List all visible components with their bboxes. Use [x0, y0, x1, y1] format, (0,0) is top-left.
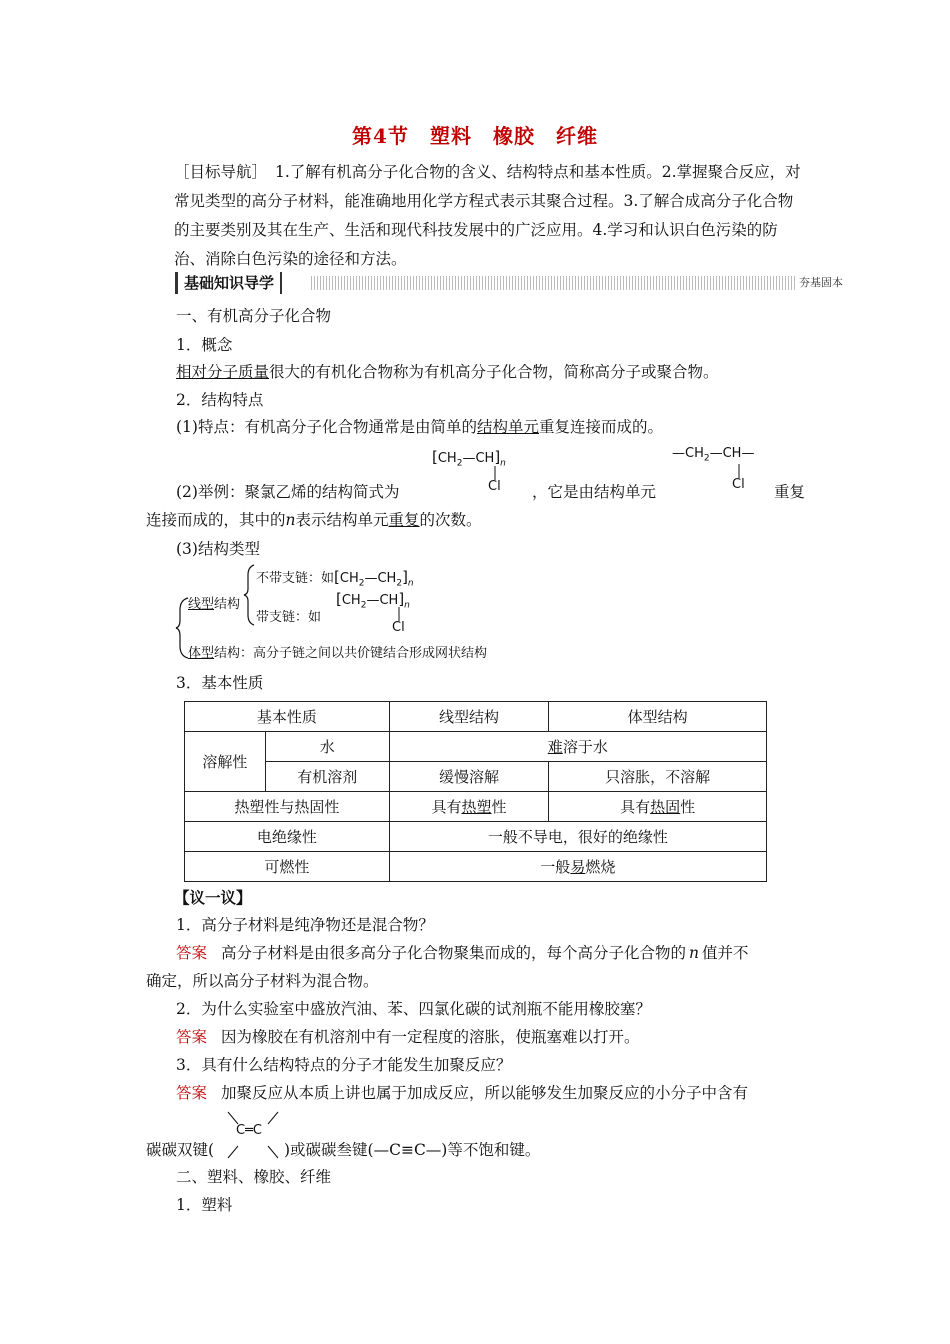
- answer-1-line2: 确定，所以高分子材料为混合物。: [146, 972, 379, 990]
- example-line2: [146, 508, 482, 530]
- goals-paragraph: [174, 158, 808, 274]
- table-row: [185, 702, 767, 732]
- water-post: 溶于水: [562, 738, 608, 756]
- question-1: 1．高分子材料是纯净物还是混合物？: [176, 916, 434, 934]
- tn-term: 热固: [650, 798, 681, 816]
- no-branch-text: 不带支链：如: [256, 571, 335, 586]
- pvc-formula: $[CH_2—CH]_n$: [432, 448, 506, 469]
- branch-cl: Cl: [392, 620, 405, 635]
- concept-text: [176, 360, 719, 382]
- table-header-cell: 线型结构: [389, 702, 549, 732]
- section-banner: [175, 272, 847, 294]
- table-cell: [389, 732, 766, 762]
- network-label: 体型结构：高分子链之间以共价键结合形成网状结构: [188, 646, 488, 661]
- tl-term: 热塑: [461, 798, 492, 816]
- branch-bond-line: [398, 607, 400, 621]
- ex2-term: 重复: [388, 511, 420, 529]
- a1-post: 值并不: [702, 944, 749, 962]
- banner-hatch: [311, 276, 847, 290]
- table-row: [185, 822, 767, 852]
- answer-label: 答案: [176, 1028, 208, 1046]
- a1-n: n: [689, 944, 700, 962]
- concept-heading: 1．概念: [176, 336, 233, 354]
- water-term: 难: [547, 738, 563, 756]
- ex2-n: n: [285, 511, 296, 529]
- concept-rest: 很大的有机化合物称为有机高分子化合物，简称高分子或聚合物。: [269, 363, 719, 381]
- feature-post: 重复连接而成的。: [538, 418, 663, 436]
- table-cell: 可燃性: [185, 852, 390, 882]
- answer-3-line2-pre: 碳碳双键(: [146, 1141, 215, 1159]
- table-cell: 只溶胀，不溶解: [549, 762, 767, 792]
- unit-cl: Cl: [732, 477, 745, 492]
- feature-term: 结构单元: [476, 418, 539, 436]
- properties-heading: 3．基本性质: [176, 674, 264, 692]
- a1-text: 高分子材料是由很多高分子化合物聚集而成的，每个高分子化合物的: [221, 944, 687, 962]
- table-header-cell: 基本性质: [185, 702, 390, 732]
- unit-bond-line: [738, 464, 740, 478]
- table-row: [185, 732, 767, 762]
- ex2-post: 的次数。: [419, 511, 482, 529]
- a2-text: 因为橡胶在有机溶剂中有一定程度的溶胀，使瓶塞难以打开。: [221, 1028, 640, 1046]
- section2-heading: 二、塑料、橡胶、纤维: [176, 1168, 332, 1186]
- types-heading: (3)结构类型: [176, 540, 260, 558]
- table-cell: 缓慢溶解: [389, 762, 549, 792]
- answer-label: 答案: [176, 1084, 208, 1102]
- fl-pre: 一般: [540, 858, 571, 876]
- banner-label: 基础知识导学: [175, 272, 282, 294]
- table-row: [185, 762, 767, 792]
- answer-label: 答案: [176, 944, 208, 962]
- answer-3-line2-post: )或碳碳叁键(—C≡C—)等不饱和键。: [284, 1141, 541, 1159]
- feature-line: [176, 415, 663, 437]
- table-cell: [389, 852, 766, 882]
- table-cell: 水: [265, 732, 389, 762]
- table-cell: 一般不导电，很好的绝缘性: [389, 822, 766, 852]
- question-3: 3．具有什么结构特点的分子才能发生加聚反应？: [176, 1056, 512, 1074]
- properties-table: [184, 701, 767, 882]
- ex2-mid: 表示结构单元: [295, 511, 389, 529]
- example-post: 重复: [774, 483, 806, 501]
- table-cell: 有机溶剂: [265, 762, 389, 792]
- double-bond-formula: C═C: [236, 1123, 262, 1138]
- answer-1-line1: [176, 941, 749, 963]
- linear-label: 线型结构: [188, 597, 241, 612]
- table-cell: 电绝缘性: [185, 822, 390, 852]
- pvc-cl: Cl: [488, 479, 501, 494]
- section1-heading: 一、有机高分子化合物: [176, 307, 332, 325]
- answer-2: [176, 1025, 640, 1047]
- fl-term: 易: [570, 858, 586, 876]
- branch-text: 带支链：如: [256, 610, 322, 625]
- feature-pre: (1)特点：有机高分子化合物通常是由简单的: [176, 418, 477, 436]
- concept-term: 相对分子质量: [176, 363, 270, 381]
- pvc-bond-line: [494, 466, 496, 480]
- banner-tag: 夯基固本: [795, 274, 847, 290]
- question-2: 2．为什么实验室中盛放汽油、苯、四氯化碳的试剂瓶不能用橡胶塞？: [176, 1000, 651, 1018]
- structure-heading: 2．结构特点: [176, 391, 264, 409]
- answer-3-line1: [176, 1081, 748, 1103]
- ex2-pre: 连接而成的，其中的: [146, 511, 286, 529]
- unit-formula: $—CH_2—CH—$: [672, 446, 755, 464]
- table-cell: [389, 792, 549, 822]
- goals-label: ［目标导航］: [174, 163, 268, 181]
- a3-text: 加聚反应从本质上讲也属于加成反应，所以能够发生加聚反应的小分子中含有: [221, 1084, 749, 1102]
- goals-text: 1.了解有机高分子化合物的含义、结构特点和基本性质。2.掌握聚合反应，对常见类型的高分子材料，能准确地用化学方程式表示其聚合过程。3.了解合成高分子化合物的主要类别及其在生产、生活和现代科技发展中的广泛应用。4.学习和认识白色污染的防治、消除白色污染的途径和方法。: [174, 163, 801, 268]
- tn-post: 性: [680, 798, 696, 816]
- table-header-cell: 体型结构: [549, 702, 767, 732]
- table-cell: 溶解性: [185, 732, 266, 792]
- example-pre: (2)举例：聚氯乙烯的结构简式为: [176, 483, 400, 501]
- no-branch-line: 不带支链：如$[CH_2—CH_2]_n$: [256, 568, 414, 589]
- section2-sub1: 1．塑料: [176, 1196, 233, 1214]
- table-cell: 热塑性与热固性: [185, 792, 390, 822]
- page-title: 第4节 塑料 橡胶 纤维: [352, 124, 598, 148]
- table-cell: [549, 792, 767, 822]
- fl-post: 燃烧: [585, 858, 616, 876]
- table-row: [185, 852, 767, 882]
- tn-pre: 具有: [620, 798, 651, 816]
- table-row: [185, 792, 767, 822]
- tl-pre: 具有: [431, 798, 462, 816]
- inner-brace: [244, 565, 256, 625]
- discuss-heading: 【议一议】: [174, 888, 252, 907]
- tl-post: 性: [491, 798, 507, 816]
- branch-formula: $[CH_2—CH]_n$: [336, 590, 410, 611]
- example-mid: ，它是由结构单元: [532, 483, 657, 501]
